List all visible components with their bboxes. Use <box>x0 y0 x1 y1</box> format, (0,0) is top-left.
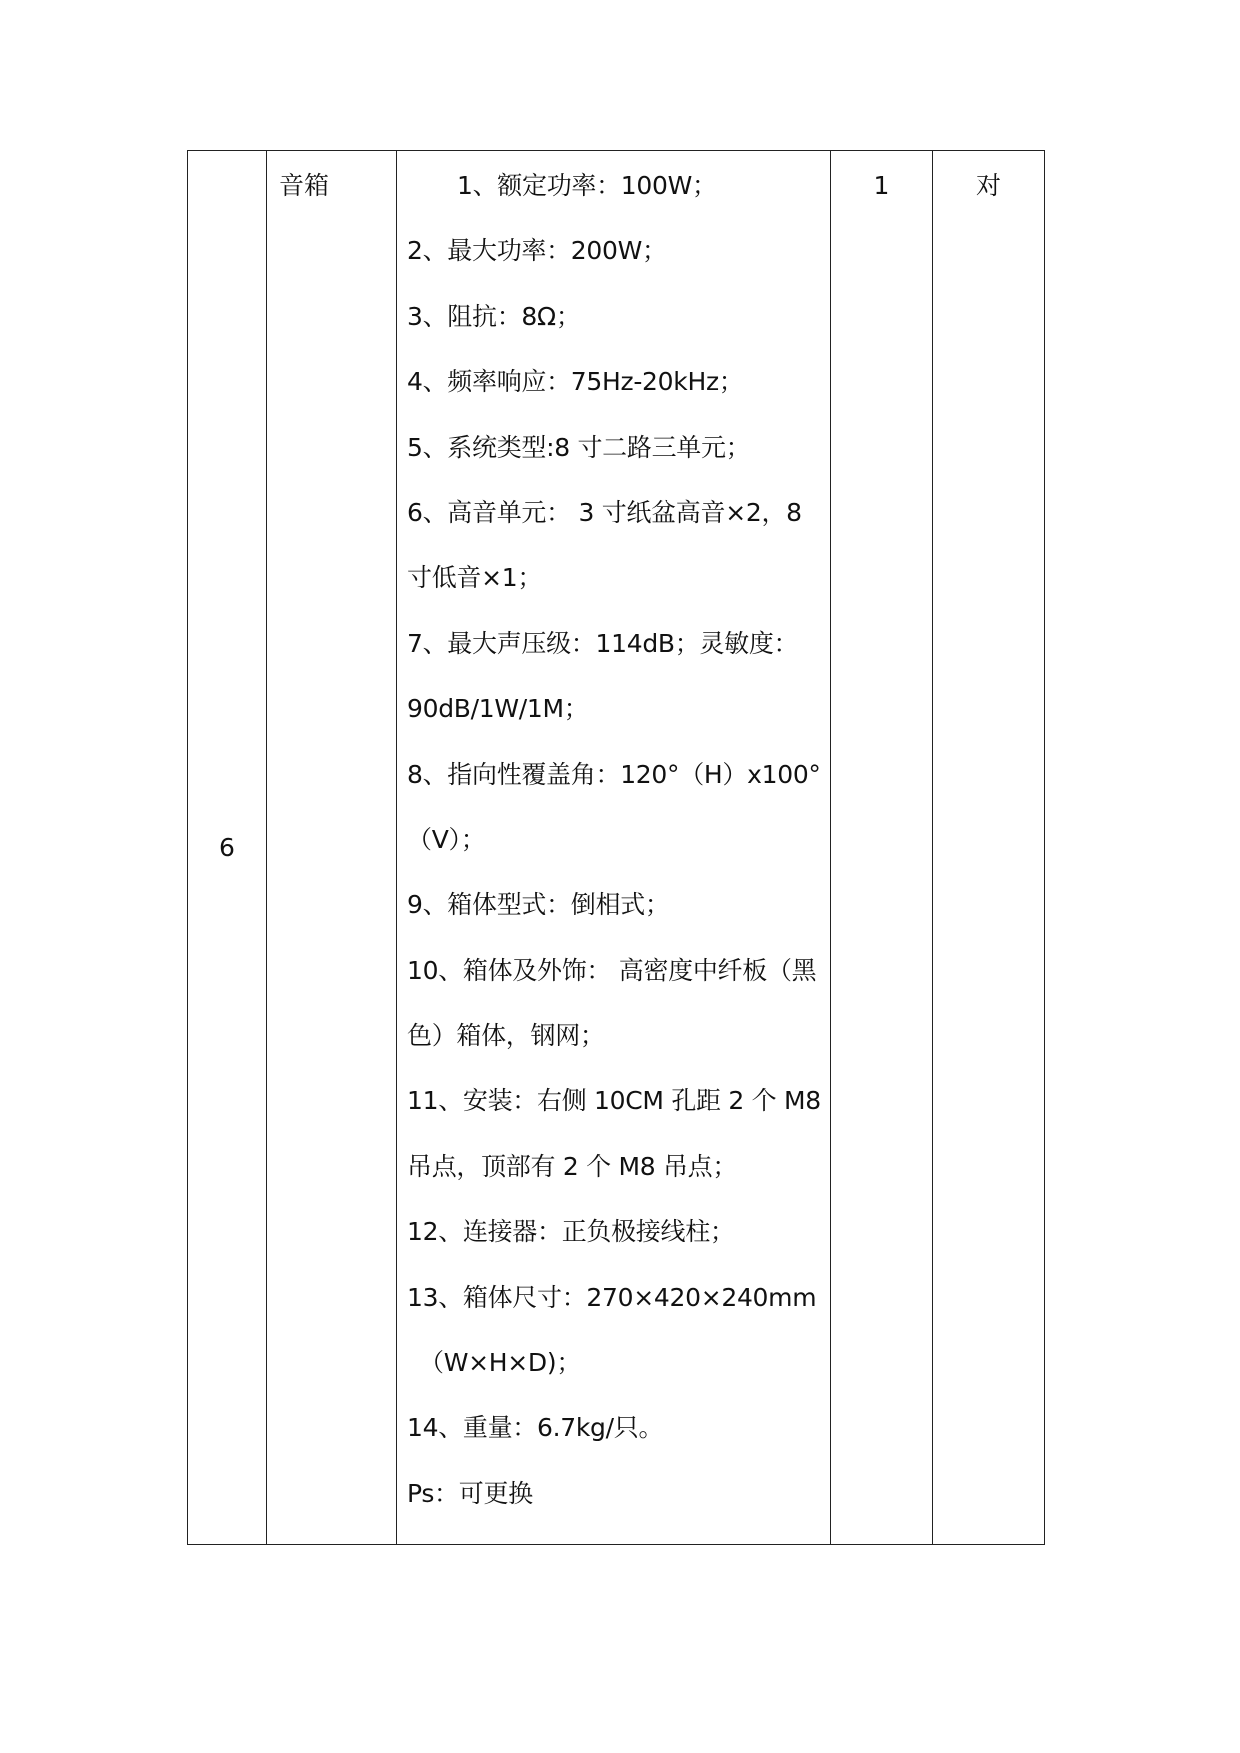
spec-line: 2、最大功率：200W； <box>407 236 667 266</box>
spec-line: 9、箱体型式：倒相式； <box>407 890 670 920</box>
spec-line: 1、额定功率：100W； <box>457 171 717 200</box>
spec-line: 7、最大声压级：114dB；灵敏度： <box>407 628 799 658</box>
quantity: 1 <box>873 171 890 200</box>
spec-line: 14、重量：6.7kg/只。 <box>407 1413 664 1443</box>
spec-line: 4、频率响应：75Hz-20kHz； <box>407 367 744 397</box>
spec-line: 5、系统类型:8 寸二路三单元； <box>407 432 751 462</box>
spec-line: 12、连接器：正负极接线柱； <box>407 1217 735 1247</box>
unit-cell <box>933 151 1045 1545</box>
spec-line: Ps：可更换 <box>407 1478 533 1508</box>
row-index: 6 <box>219 833 235 863</box>
quantity-cell <box>831 151 933 1545</box>
spec-line: （V）； <box>407 824 486 854</box>
spec-line: 13、箱体尺寸：270×420×240mm <box>407 1282 817 1312</box>
item-name-cell <box>267 151 397 1545</box>
row-index-cell <box>188 151 267 1545</box>
spec-table <box>187 150 1045 1545</box>
spec-line: 3、阻抗：8Ω； <box>407 301 581 331</box>
spec-list <box>397 151 830 1544</box>
spec-line: 吊点，顶部有 2 个 M8 吊点； <box>407 1151 738 1181</box>
table-row <box>188 151 1045 1545</box>
spec-line: 色）箱体，钢网； <box>407 1021 605 1051</box>
spec-line: 11、安装：右侧 10CM 孔距 2 个 M8 <box>407 1086 821 1116</box>
spec-line: 90dB/1W/1M； <box>407 694 589 724</box>
spec-line: （W×H×D)； <box>419 1348 582 1378</box>
item-name: 音箱 <box>279 171 330 200</box>
spec-line: 6、高音单元： 3 寸纸盆高音×2，8 <box>407 497 802 527</box>
spec-line: 8、指向性覆盖角：120°（H）x100° <box>407 759 821 789</box>
unit: 对 <box>975 171 1001 200</box>
spec-line: 寸低音×1； <box>407 563 543 593</box>
spec-line: 10、箱体及外饰： 高密度中纤板（黑 <box>407 955 817 985</box>
spec-cell <box>397 151 831 1545</box>
